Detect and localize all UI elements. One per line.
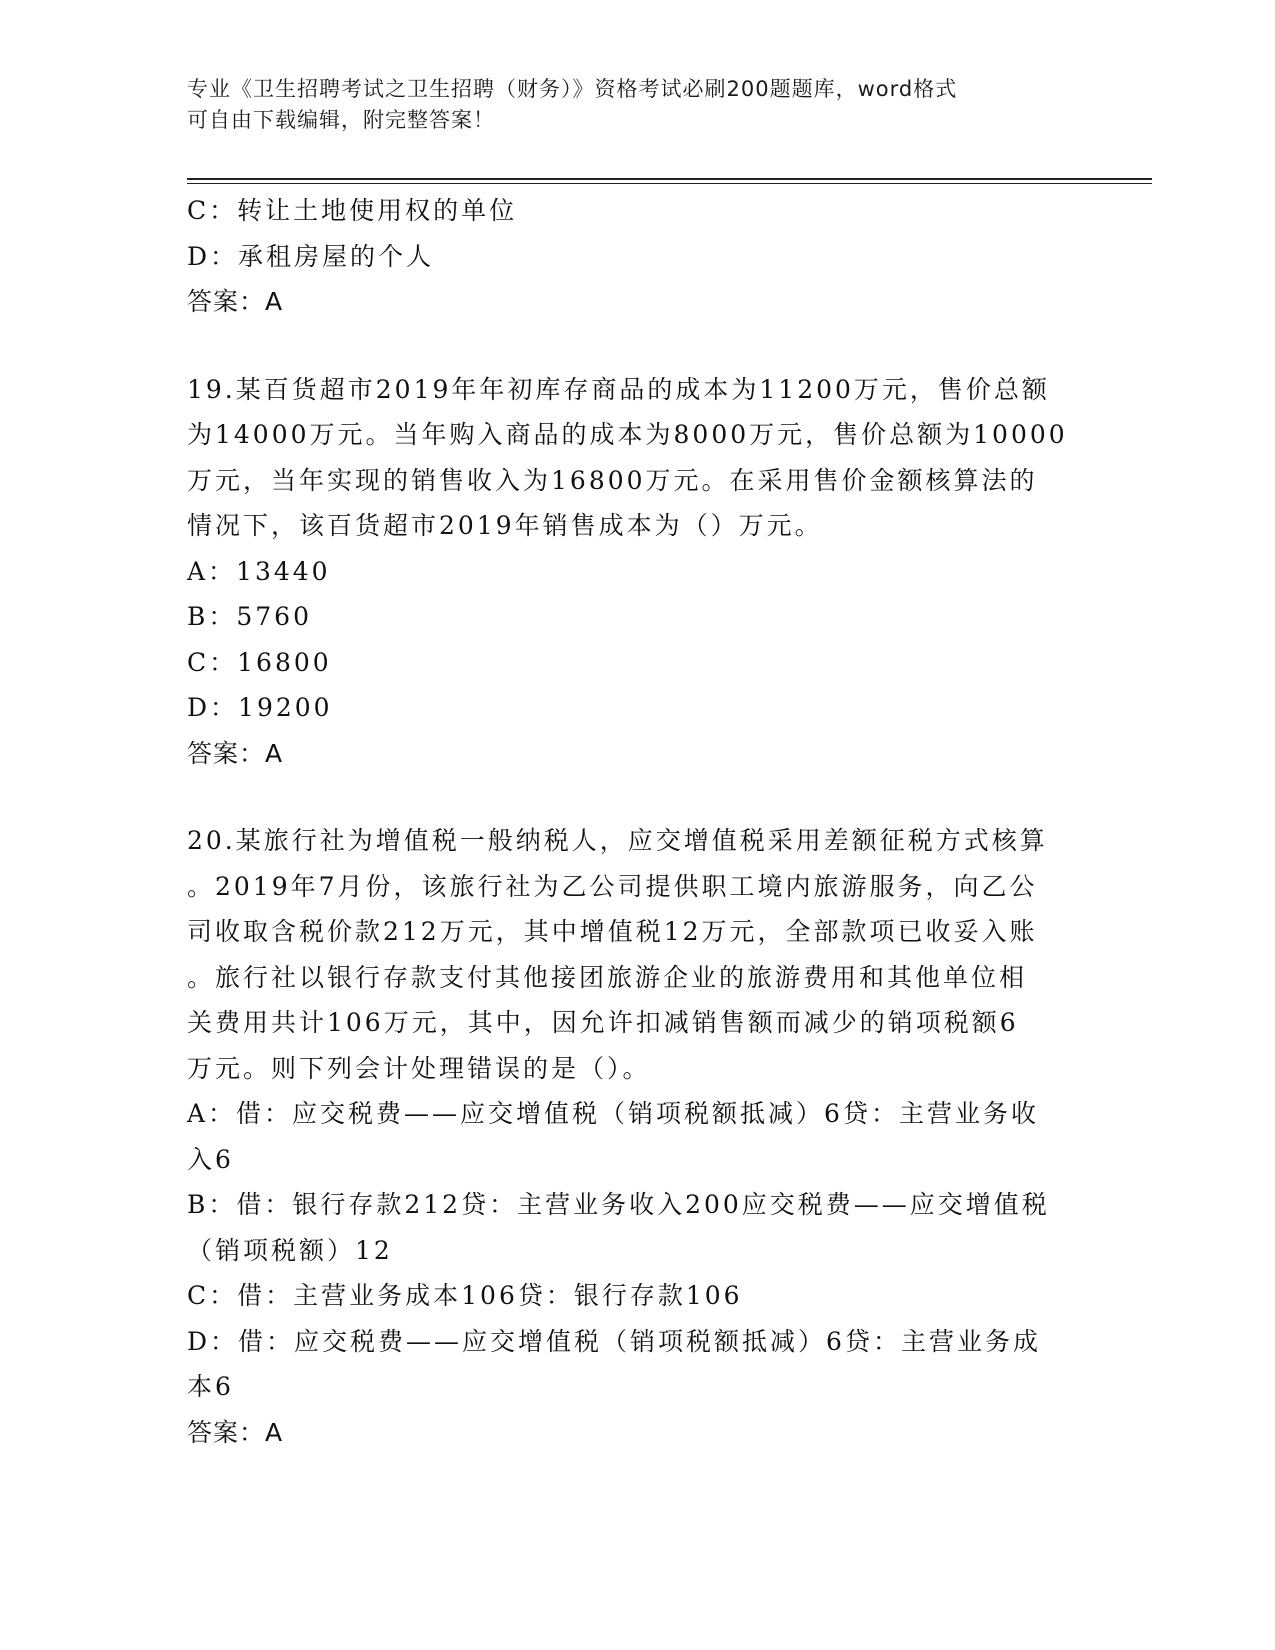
option-c: C：转让土地使用权的单位: [187, 196, 518, 225]
option-c: C：16800: [187, 647, 332, 677]
question-20-block: [187, 818, 1087, 1455]
question-19-line-3: 万元，当年实现的销售收入为16800万元。在采用售价金额核算法的: [187, 465, 1038, 495]
header-rule-thick: [187, 178, 1152, 180]
question-content: [187, 188, 1087, 1455]
option-b-line-2: （销项税额）12: [187, 1235, 393, 1265]
option-d-line-2: 本6: [187, 1372, 234, 1401]
document-header: [187, 74, 1067, 136]
header-line-1: 专业《卫生招聘考试之卫生招聘（财务）》资格考试必刷200题题库，word格式: [187, 77, 958, 101]
previous-question-block: [187, 188, 1087, 325]
question-19-line-2: 为14000万元。当年购入商品的成本为8000万元，售价总额为10000: [187, 420, 1068, 449]
question-20-line-4: 。旅行社以银行存款支付其他接团旅游企业的旅游费用和其他单位相: [187, 962, 1028, 992]
answer-line: 答案：A: [187, 1417, 284, 1447]
header-line-2: 可自由下载编辑，附完整答案！: [187, 108, 495, 132]
option-b: B：5760: [187, 602, 312, 631]
question-19-block: [187, 367, 1087, 777]
option-d: D：承租房屋的个人: [187, 241, 435, 271]
header-rule-thin: [187, 183, 1152, 184]
question-20-line-3: 司收取含税价款212万元，其中增值税12万元，全部款项已收妥入账: [187, 917, 1038, 946]
question-20-line-6: 万元。则下列会计处理错误的是（）。: [187, 1053, 651, 1083]
option-b-line-1: B：借：银行存款212贷：主营业务收入200应交税费——应交增值税: [187, 1190, 1050, 1219]
option-d: D：19200: [187, 693, 333, 722]
question-20-line-2: 。2019年7月份，该旅行社为乙公司提供职工境内旅游服务，向乙公: [187, 871, 1038, 901]
answer-line: 答案：A: [187, 738, 284, 768]
answer-line: 答案：A: [187, 287, 284, 316]
question-19-line-1: 19.某百货超市2019年年初库存商品的成本为11200万元，售价总额: [187, 374, 1050, 404]
question-20-line-1: 20.某旅行社为增值税一般纳税人，应交增值税采用差额征税方式核算: [187, 826, 1048, 855]
option-a-line-1: A：借：应交税费——应交增值税（销项税额抵减）6贷：主营业务收: [187, 1099, 1039, 1128]
question-19-line-4: 情况下，该百货超市2019年销售成本为（）万元。: [187, 511, 823, 540]
question-20-line-5: 关费用共计106万元，其中，因允许扣减销售额而减少的销项税额6: [187, 1008, 1019, 1037]
option-a: A：13440: [187, 556, 331, 586]
option-a-line-2: 入6: [187, 1144, 234, 1174]
option-c-line-1: C：借：主营业务成本106贷：银行存款106: [187, 1281, 743, 1310]
option-d-line-1: D：借：应交税费——应交增值税（销项税额抵减）6贷：主营业务成: [187, 1326, 1041, 1356]
